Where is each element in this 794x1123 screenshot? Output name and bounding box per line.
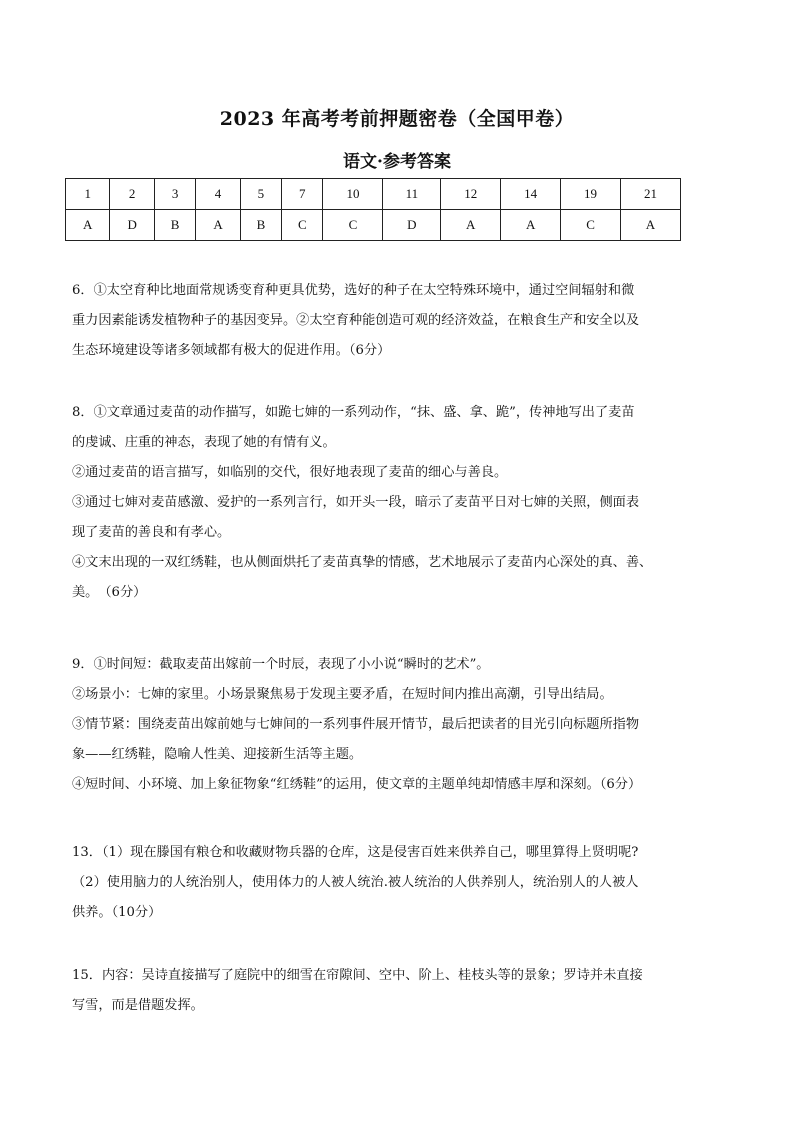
- answer-line: 生态环境建设等诸多领域都有极大的促进作用。（6分）: [72, 343, 391, 358]
- answer-cell: A: [621, 210, 681, 241]
- answer-cell: A: [66, 210, 110, 241]
- question-number-cell: 11: [383, 179, 441, 210]
- question-number-cell: 19: [561, 179, 621, 210]
- answer-line: 6．①太空育种比地面常规诱变育种更具优势，选好的种子在太空特殊环境中，通过空间辐射和微: [72, 283, 635, 298]
- answer-cell: B: [154, 210, 195, 241]
- answer-line: 美。 （6分）: [72, 585, 147, 600]
- answer-cell: D: [383, 210, 441, 241]
- answer-line: 9．①时间短：截取麦苗出嫁前一个时辰，表现了小小说“瞬时的艺术”。: [72, 657, 490, 672]
- question-number-cell: 5: [240, 179, 281, 210]
- question-number-row: [66, 179, 681, 210]
- answer-q9: [72, 650, 692, 800]
- answer-line: ④文末出现的一双红绣鞋，也从侧面烘托了麦苗真挚的情感，艺术地展示了麦苗内心深处的真、善、: [72, 555, 653, 570]
- answer-line: ②通过麦苗的语言描写，如临别的交代，很好地表现了麦苗的细心与善良。: [72, 465, 508, 480]
- question-number-cell: 4: [196, 179, 240, 210]
- answer-q15: [72, 961, 692, 1021]
- answer-cell: A: [196, 210, 240, 241]
- answer-line: ④短时间、小环境、加上象征物象“红绣鞋”的运用，使文章的主题单纯却情感丰厚和深刻。（6分）: [72, 777, 642, 792]
- answer-line: （2）使用脑力的人统治别人，使用体力的人被人统治.被人统治的人供养别人，统治别人的人被人: [72, 875, 639, 890]
- page-subtitle: 语文·参考答案: [343, 152, 451, 172]
- answer-line: 15．内容：吴诗直接描写了庭院中的细雪在帘隙间、空中、阶上、桂枝头等的景象；罗诗并未直接: [72, 968, 643, 983]
- question-number-cell: 21: [621, 179, 681, 210]
- answer-line: 8．①文章通过麦苗的动作描写，如跪七婶的一系列动作，“抹、盛、拿、跪”，传神地写出了麦苗: [72, 405, 635, 420]
- question-number-cell: 1: [66, 179, 110, 210]
- answer-line: ③通过七婶对麦苗感激、爱护的一系列言行，如开头一段，暗示了麦苗平日对七婶的关照，侧面表: [72, 495, 640, 510]
- answer-table: [65, 178, 681, 241]
- answer-q13: [72, 838, 692, 928]
- question-number-cell: 14: [501, 179, 561, 210]
- answer-cell: C: [282, 210, 323, 241]
- answer-q6: [72, 276, 692, 366]
- question-number-cell: 12: [441, 179, 501, 210]
- answer-cell: B: [240, 210, 281, 241]
- question-number-cell: 10: [323, 179, 383, 210]
- question-number-cell: 3: [154, 179, 195, 210]
- answer-line: 写雪，而是借题发挥。: [72, 998, 204, 1013]
- answer-cell: A: [501, 210, 561, 241]
- answer-line: 的虔诚、庄重的神态，表现了她的有情有义。: [72, 435, 336, 450]
- answer-line: ②场景小：七婶的家里。小场景聚焦易于发现主要矛盾，在短时间内推出高潮，引导出结局。: [72, 687, 613, 702]
- answer-row: [66, 210, 681, 241]
- answer-line: 现了麦苗的善良和有孝心。: [72, 525, 231, 540]
- question-number-cell: 7: [282, 179, 323, 210]
- answer-cell: C: [323, 210, 383, 241]
- answer-line: 13．（1）现在滕国有粮仓和收藏财物兵器的仓库，这是侵害百姓来供养自己，哪里算得上贤明呢?: [72, 845, 639, 860]
- answer-q8: [72, 398, 692, 608]
- answer-line: 供养。（10分）: [72, 905, 162, 920]
- answer-cell: C: [561, 210, 621, 241]
- answer-line: 象——红绣鞋，隐喻人性美、迎接新生活等主题。: [72, 747, 363, 762]
- answer-line: ③情节紧：围绕麦苗出嫁前她与七婶间的一系列事件展开情节，最后把读者的目光引向标题所指物: [72, 717, 640, 732]
- question-number-cell: 2: [110, 179, 154, 210]
- answer-cell: D: [110, 210, 154, 241]
- answer-cell: A: [441, 210, 501, 241]
- answer-line: 重力因素能诱发植物种子的基因变异。②太空育种能创造可观的经济效益，在粮食生产和安全以及: [72, 313, 640, 328]
- page-title: 2023 年高考考前押题密卷（全国甲卷）: [219, 108, 575, 130]
